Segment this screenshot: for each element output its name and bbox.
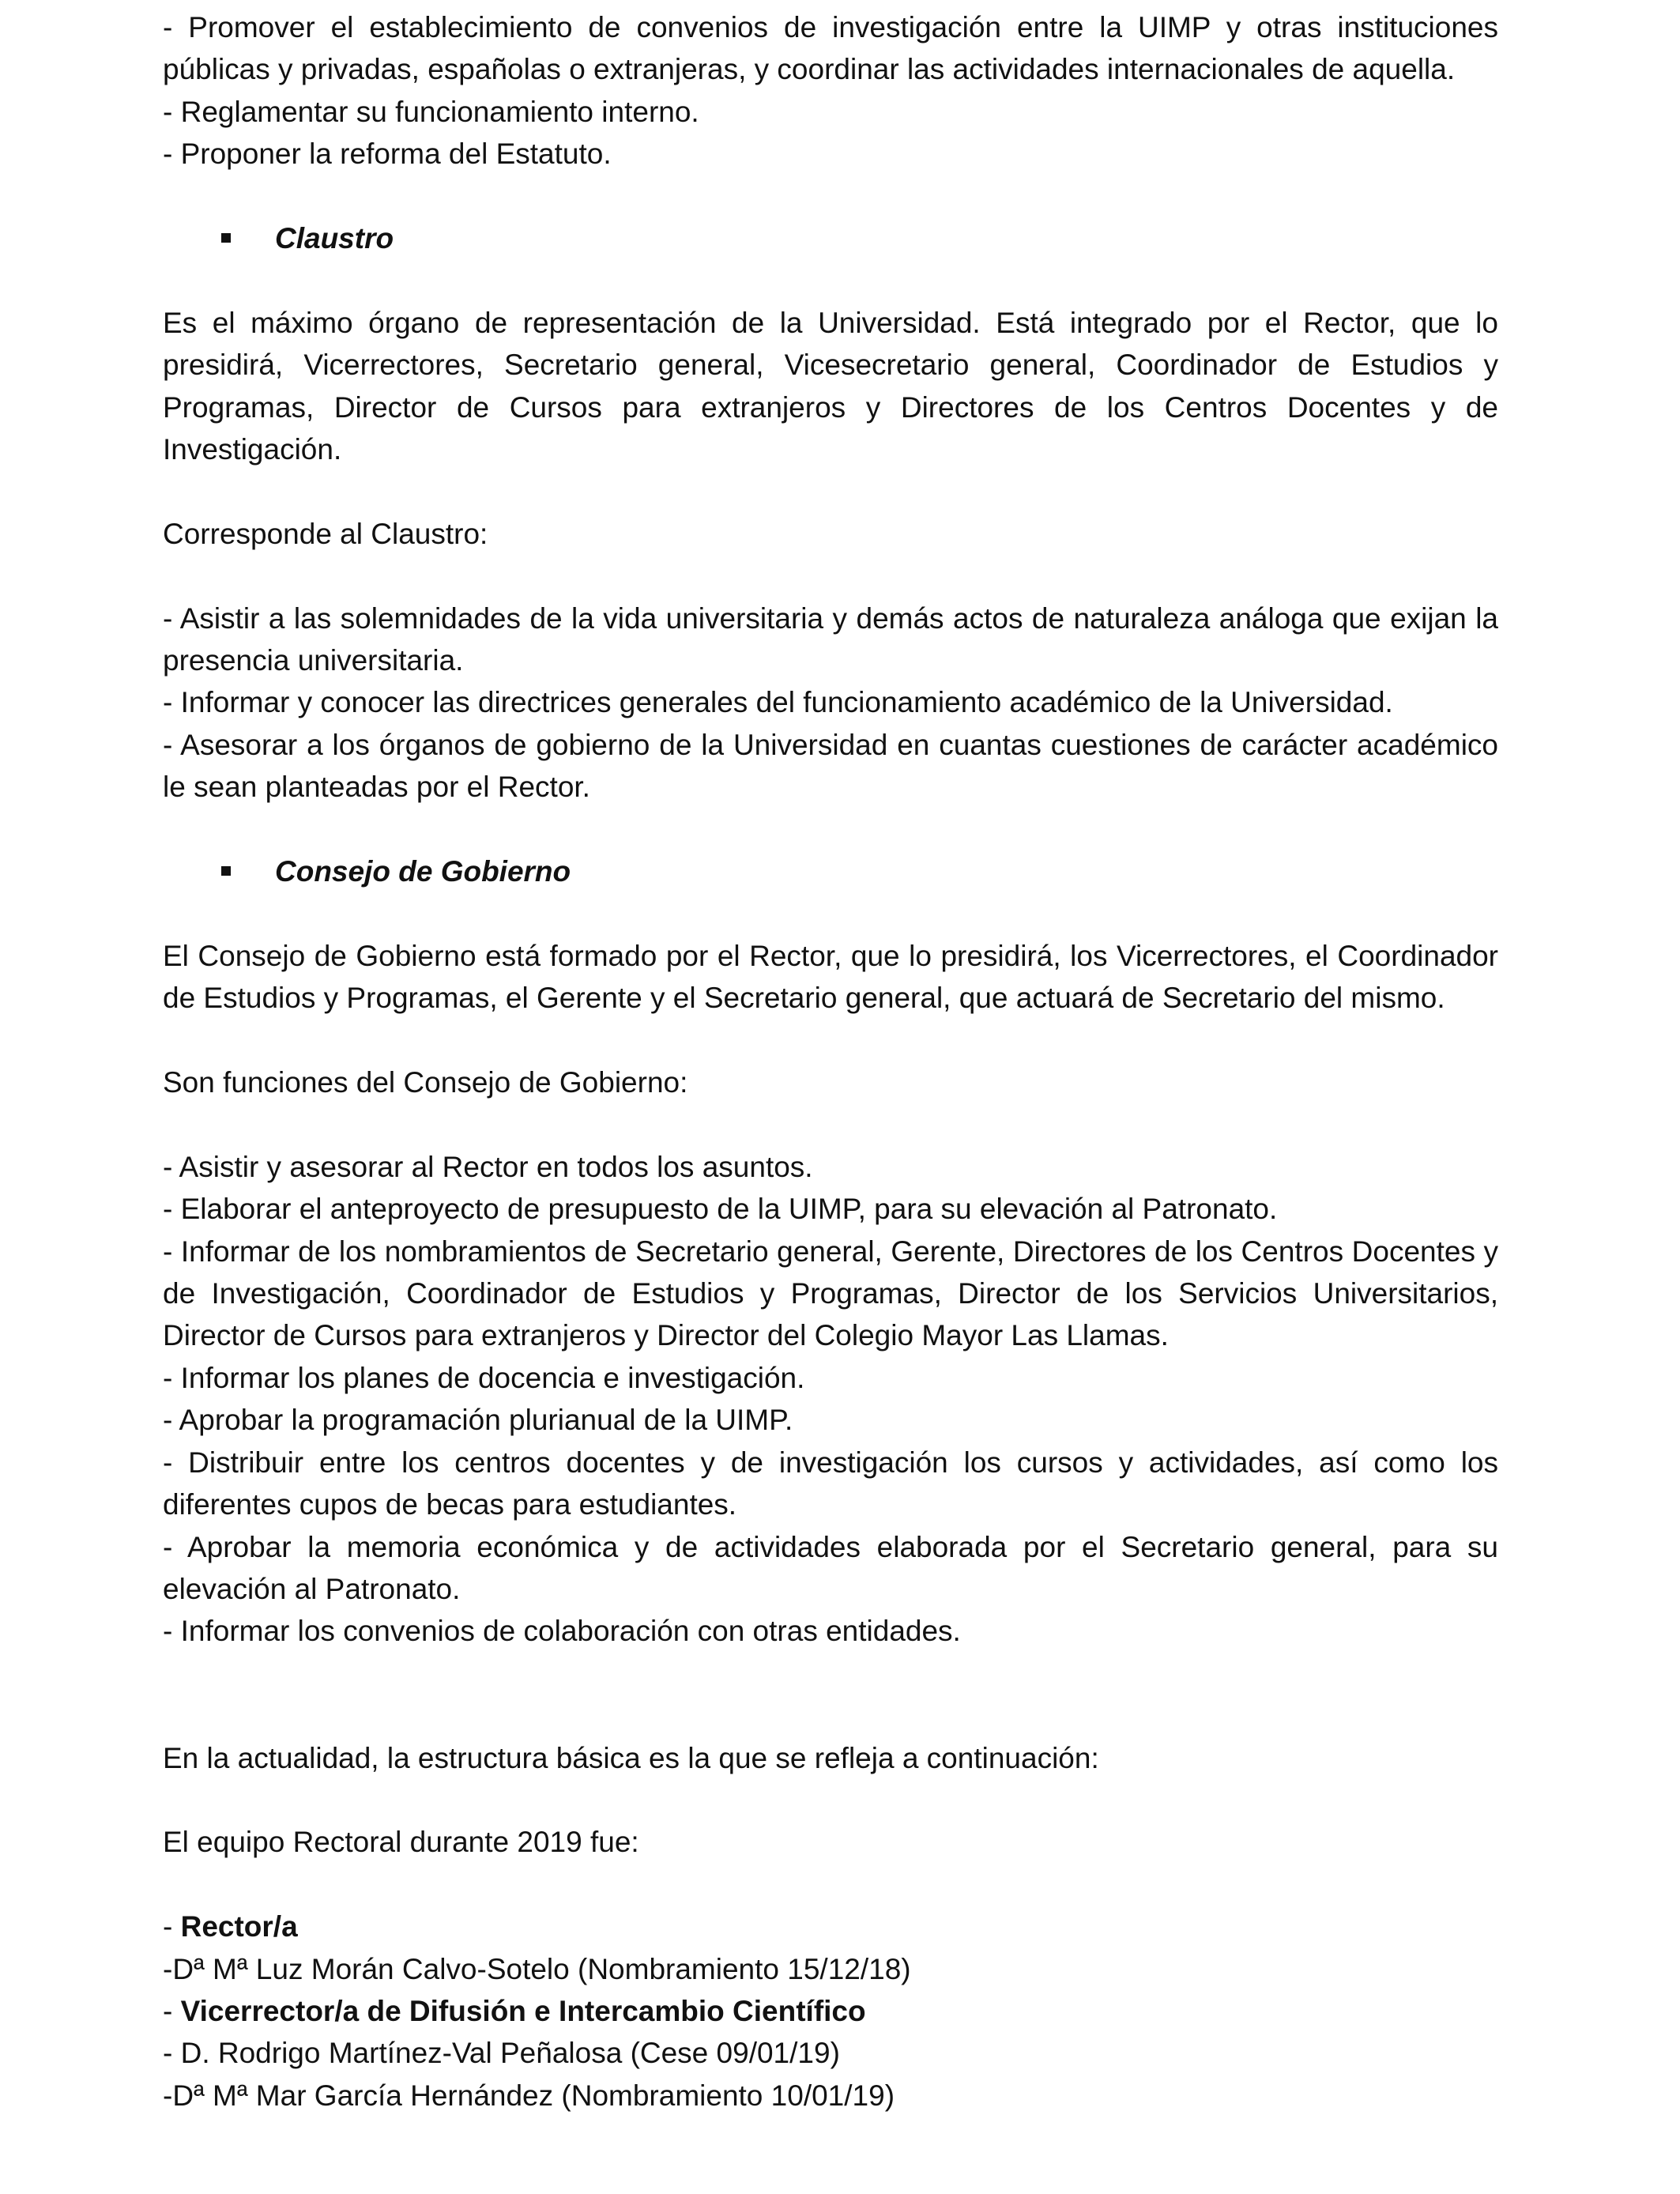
claustro-item: - Asistir a las solemnidades de la vida universitaria y demás actos de naturaleza análoga que exijan la presencia universitaria. bbox=[163, 601, 1498, 677]
consejo-item: - Distribuir entre los centros docentes y de investigación los cursos y actividades, así como los diferentes cupos de becas para estudiantes. bbox=[163, 1446, 1498, 1521]
rector-title-line bbox=[163, 1906, 1498, 1947]
consejo-functions-intro: Son funciones del Consejo de Gobierno: bbox=[163, 1066, 688, 1099]
consejo-heading bbox=[163, 850, 1498, 892]
claustro-heading bbox=[163, 217, 1498, 259]
team-intro: El equipo Rectoral durante 2019 fue: bbox=[163, 1826, 639, 1859]
consejo-item: - Asistir y asesorar al Rector en todos los asuntos. bbox=[163, 1150, 813, 1183]
vicerrector-entry: -Dª Mª Mar García Hernández (Nombramiento 10/01/19) bbox=[163, 2079, 895, 2112]
claustro-item: - Informar y conocer las directrices generales del funcionamiento académico de la Universidad. bbox=[163, 686, 1393, 719]
claustro-functions-intro: Corresponde al Claustro: bbox=[163, 517, 488, 550]
vicerrector-entry: - D. Rodrigo Martínez-Val Peñalosa (Cese 09/01/19) bbox=[163, 2037, 840, 2070]
vicerrector-dash: - bbox=[163, 1994, 181, 2027]
consejo-item: - Informar de los nombramientos de Secretario general, Gerente, Directores de los Centros Docentes y de Investigación, Coordinador de Estudios y Programas, Director de los Servicios Universitarios, Director de Cursos para extranjeros y Director del Colegio Mayor Las Llamas. bbox=[163, 1235, 1498, 1352]
intro-item: - Reglamentar su funcionamiento interno. bbox=[163, 95, 699, 128]
claustro-item: - Asesorar a los órganos de gobierno de la Universidad en cuantas cuestiones de carácter académico le sean planteadas por el Rector. bbox=[163, 728, 1498, 804]
structure-intro: En la actualidad, la estructura básica es la que se refleja a continuación: bbox=[163, 1741, 1099, 1774]
rector-entry: -Dª Mª Luz Morán Calvo-Sotelo (Nombramiento 15/12/18) bbox=[163, 1952, 911, 1985]
consejo-item: - Informar los convenios de colaboración con otras entidades. bbox=[163, 1615, 961, 1648]
vicerrector-title: Vicerrector/a de Difusión e Intercambio Científico bbox=[180, 1994, 866, 2027]
intro-item: - Proponer la reforma del Estatuto. bbox=[163, 138, 612, 171]
claustro-heading-text: Claustro bbox=[275, 222, 394, 255]
vicerrector-title-line bbox=[163, 1990, 1498, 2032]
consejo-heading-text: Consejo de Gobierno bbox=[275, 855, 571, 888]
intro-item: - Promover el establecimiento de convenios de investigación entre la UIMP y otras instituciones públicas y privadas, españolas o extranjeras, y coordinar las actividades internacionales de aquella. bbox=[163, 11, 1498, 86]
consejo-item: - Informar los planes de docencia e investigación. bbox=[163, 1361, 805, 1394]
rector-title: Rector/a bbox=[180, 1910, 298, 1943]
rector-dash: - bbox=[163, 1910, 181, 1943]
square-bullet-icon bbox=[221, 233, 231, 243]
square-bullet-icon bbox=[221, 866, 231, 876]
consejo-item: - Aprobar la programación plurianual de la UIMP. bbox=[163, 1404, 793, 1437]
consejo-item: - Aprobar la memoria económica y de actividades elaborada por el Secretario general, para su elevación al Patronato. bbox=[163, 1530, 1498, 1605]
document-page bbox=[163, 6, 1498, 2117]
claustro-description: Es el máximo órgano de representación de la Universidad. Está integrado por el Rector, que lo presidirá, Vicerrectores, Secretario general, Vicesecretario general, Coordinador de Estudios y Programas, Director de Cursos para extranjeros y Directores de los Centros Docentes y de Investigación. bbox=[163, 306, 1498, 466]
consejo-description: El Consejo de Gobierno está formado por el Rector, que lo presidirá, los Vicerrectores, el Coordinador de Estudios y Programas, el Gerente y el Secretario general, que actuará de Secretario del mismo. bbox=[163, 939, 1498, 1015]
consejo-item: - Elaborar el anteproyecto de presupuesto de la UIMP, para su elevación al Patronato. bbox=[163, 1193, 1278, 1226]
